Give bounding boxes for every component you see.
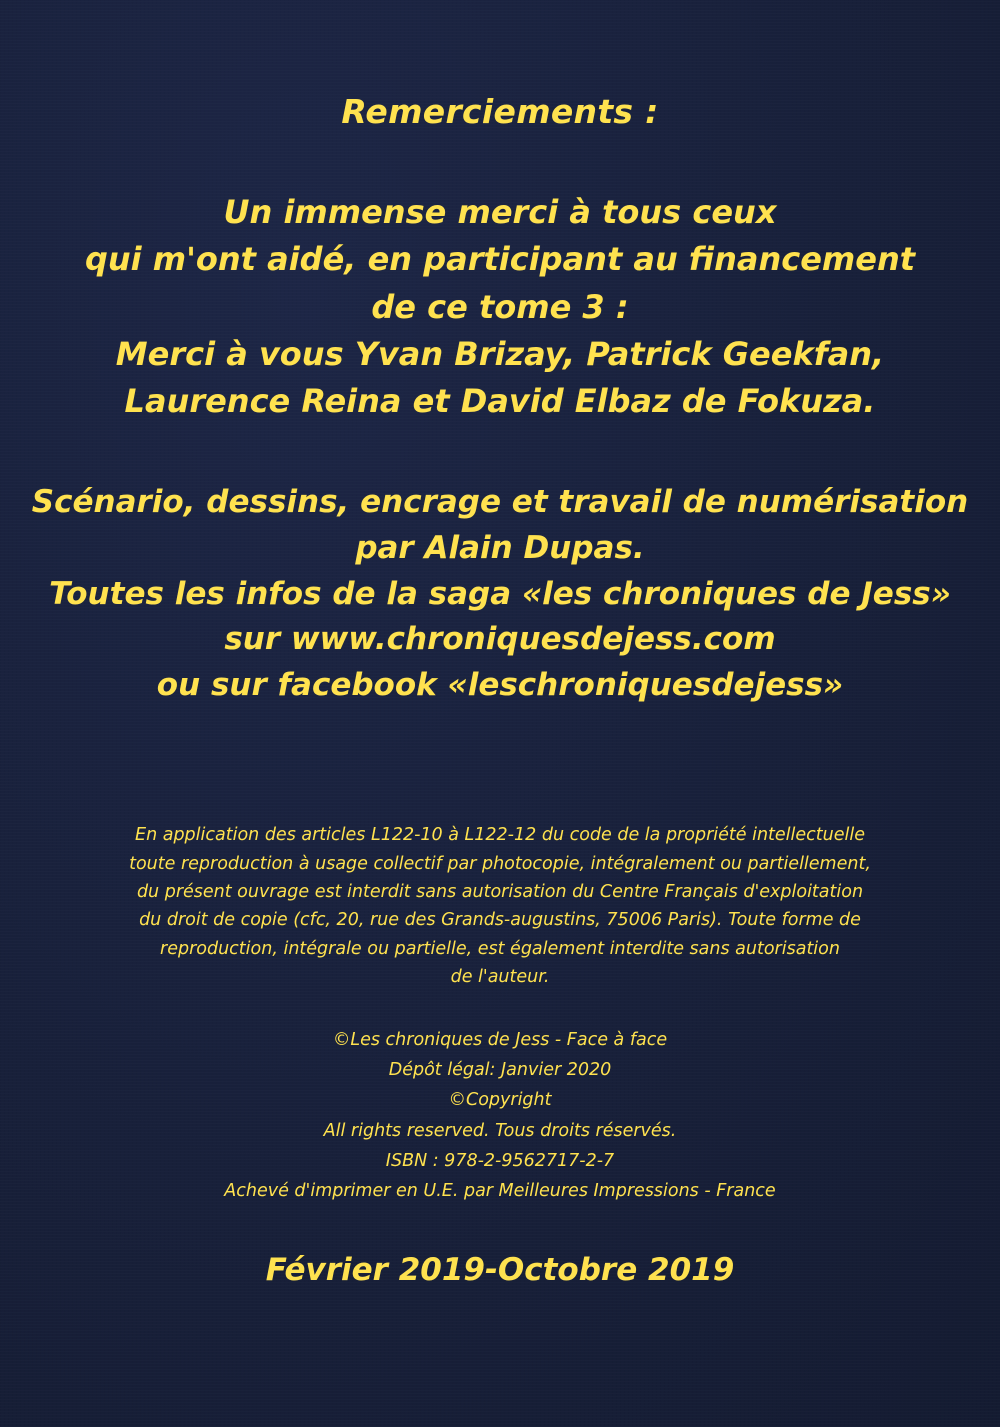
copyright-line: ©Les chroniques de Jess - Face à face <box>332 1030 668 1051</box>
isbn-line: ISBN : 978-2-9562717-2-7 <box>385 1150 615 1171</box>
copyright-notice <box>105 1025 895 1206</box>
copyright-line: ©Copyright <box>448 1090 552 1111</box>
acknowledgements-line: qui m'ont aidé, en participant au financement <box>84 240 916 279</box>
legal-line: En application des articles L122-10 à L122-12 du code de la propriété intellectuelle <box>135 825 865 846</box>
acknowledgements-line: Merci à vous Yvan Brizay, Patrick Geekfan, <box>115 335 885 374</box>
facebook-line: ou sur facebook «leschroniquesdejess» <box>156 667 844 704</box>
credits-line: par Alain Dupas. <box>355 529 645 566</box>
rights-line: All rights reserved. Tous droits réservés. <box>323 1120 677 1141</box>
legal-line: reproduction, intégrale ou partielle, est également interdite sans autorisation <box>160 938 840 959</box>
legal-line: toute reproduction à usage collectif par photocopie, intégralement ou partiellement, <box>129 853 871 874</box>
credits-line: Toutes les infos de la saga «les chroniques de Jess» <box>49 575 951 612</box>
acknowledgements-line: Laurence Reina et David Elbaz de Fokuza. <box>124 382 876 421</box>
legal-line: du droit de copie (cfc, 20, rue des Grands-augustins, 75006 Paris). Toute forme de <box>139 910 861 931</box>
legal-line: du présent ouvrage est interdit sans autorisation du Centre Français d'exploitation <box>136 881 864 902</box>
legal-deposit-line: Dépôt légal: Janvier 2020 <box>388 1060 612 1081</box>
acknowledgements-line: de ce tome 3 : <box>371 287 629 326</box>
website-line: sur www.chroniquesdejess.com <box>224 621 776 658</box>
legal-line: de l'auteur. <box>450 966 550 987</box>
acknowledgements-line: Un immense merci à tous ceux <box>223 193 777 231</box>
credits-text <box>0 480 1000 709</box>
printer-line: Achevé d'imprimer en U.E. par Meilleures Impressions - France <box>224 1180 776 1201</box>
legal-notice <box>105 821 895 991</box>
production-dates: Février 2019-Octobre 2019 <box>265 1251 735 1288</box>
acknowledgements-text <box>0 189 1000 426</box>
credits-line: Scénario, dessins, encrage et travail de numérisation <box>31 483 969 520</box>
acknowledgements-heading: Remerciements : <box>341 92 659 131</box>
